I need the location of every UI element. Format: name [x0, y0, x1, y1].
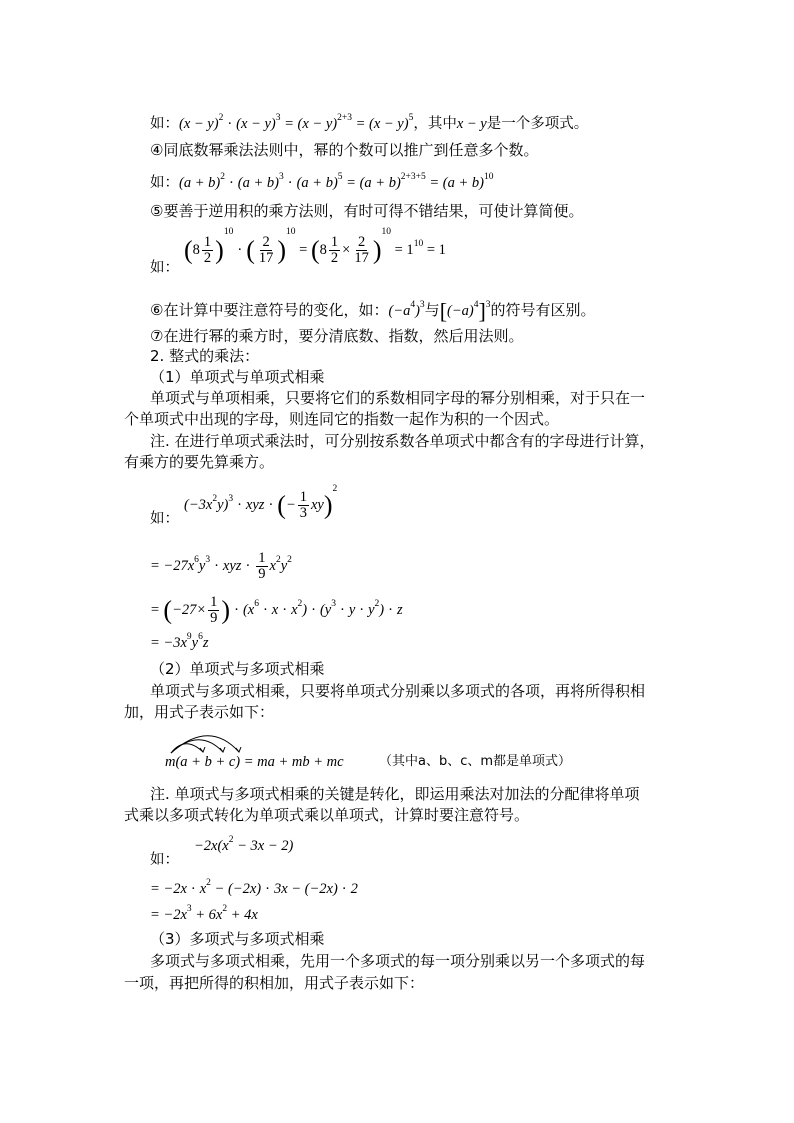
formula-neg-a-4-cubed: $[(-a)^4]^3$	[439, 298, 491, 324]
formula-m-a-b-c: m(a + b + c) = ma + mb + mc	[165, 754, 344, 770]
formula-ab-powers: $(a + b)^2 \cdot (a + b)^3 \cdot (a + b)^5 = (a + b)^{2+3+5} = (a + b)^{10}$	[179, 172, 494, 191]
formula-mono-poly-step-1: = $-2x \cdot x^2 - (-2x) \cdot 3x - (-2x) \cdot 2$	[150, 878, 358, 897]
rule-6: ⑥在计算中要注意符号的变化，如：$(-a^4)^3$与$[(-a)^4]^3$的符号有区别。	[150, 298, 596, 324]
section-heading-multiplication: 2. 整式的乘法：	[150, 347, 260, 365]
paragraph-poly-poly-line1: 多项式与多项式相乘，先用一个多项式的每一项分别乘以另一个多项式的每	[150, 952, 646, 970]
example-three-powers: 如：$(a + b)^2 \cdot (a + b)^3 \cdot (a + b)^5 = (a + b)^{2+3+5} = (a + b)^{10}$	[150, 172, 494, 191]
paragraph-poly-poly-line2: 一项，再把所得的积相加，用式子表示如下：	[124, 974, 425, 992]
subsection-heading-2: （2）单项式与多项式相乘	[150, 660, 325, 678]
subsection-heading-1: （1）单项式与单项式相乘	[150, 368, 325, 386]
subsection-heading-3: （3）多项式与多项式相乘	[150, 930, 325, 948]
label-for-example: 如：	[150, 116, 179, 132]
document-page: 如：$(x - y)^2 \cdot (x - y)^3 = (x - y)^{2+3} = (x - y)^5$，其中x − y是一个多项式。 ④同底数幂乘法法则中，幂的个数可以推广到任意多个数。 如：$(a + b)^2 \cdot (a + b)^3 \cdot (a + b)^5 = (a + b)^{2+3+5} = (a + b)^{10}$ ⑤要善于逆用积的乘方法则，有时可得不错结果，可使计算简便。 如： (8 $\frac{1}{2}$ )$^{10}$· ( $\frac{2}{17}$ )$^{10}$ = (8 $\frac{1}{2}$ × $\frac{2}{17}$ )$^{10} = 1^{10} = 1$ ⑥在计算中要注意符号的变化，如：$(-a^4)^3$与$[(-a)^4]^3$的符号有区别。 ⑦在进行幂的乘方时，要分清底数、指数，然后用法则。 2. 整式的乘法： （1）单项式与单项式相乘 单项式与单项相乘，只要将它们的系数相同字母的幂分别相乘，对于只在一 个单项式中出现的字母，则连同它的指数一起作为积的一个因式。 注. 在进行单项式乘法时，可分别按系数各单项式中都含有的字母进行计算， 有乘方的要先算乘方。 如： $(-3x^2y)^3$ · xyz · (− $\frac{1}{3}$ xy)$^2$ = $-27x^6y^3$ · xyz · $\frac{1}{9}$ $x^2y^2$ = (−27× $\frac{1}{9}$ ) · $(x^6 \cdot x \cdot x^2) \cdot (y^3 \cdot y \cdot y^2) \cdot z$ = $-3x^9y^6z$ （2）单项式与多项式相乘 单项式与多项式相乘，只要将单项式分别乘以多项式的各项，再将所得积相 加，用式子表示如下： m(a + b + c) = ma + mb + mc （其中a、b、c、m都是单项式） 注. 单项式与多项式相乘的关键是转化，即运用乘法对加法的分配律将单项 式乘以多项式转化为单项式乘以单项式，计算时要注意符号。 如： $-2x(x^2 - 3x - 2)$ = $-2x \cdot x^2 - (-2x) \cdot 3x - (-2x) \cdot 2$ = $-2x^3 + 6x^2 + 4x$ （3）多项式与多项式相乘 多项式与多项式相乘，先用一个多项式的每一项分别乘以另一个多项式的每 一项，再把所得的积相加，用式子表示如下：	[124, 113, 655, 992]
rule-4: ④同底数幂乘法法则中，幂的个数可以推广到任意多个数。	[150, 141, 539, 159]
paragraph-monomial-line1: 单项式与单项相乘，只要将它们的系数相同字母的幂分别相乘，对于只在一	[150, 389, 646, 407]
formula-xy-powers: $(x - y)^2 \cdot (x - y)^3 = (x - y)^{2+3} = (x - y)^5$	[179, 113, 414, 132]
formula-step-1: = $-27x^6y^3$ · xyz · $\frac{1}{9}$ $x^2y^2$	[150, 550, 292, 582]
formula-neg-a4-cubed: $(-a^4)^3$	[388, 300, 425, 319]
note-monomial-line1: 注. 在进行单项式乘法时，可分别按系数各单项式中都含有的字母进行计算，	[150, 432, 655, 450]
rule-5: ⑤要善于逆用积的乘方法则，有时可得不错结果，可使计算简便。	[150, 202, 584, 220]
paragraph-monomial-line2: 个单项式中出现的字母，则连同它的指数一起作为积的一个因式。	[124, 410, 560, 428]
formula-mono-poly-step-2: = $-2x^3 + 6x^2 + 4x$	[150, 904, 258, 923]
example-power-product: 如：$(x - y)^2 \cdot (x - y)^3 = (x - y)^{2+3} = (x - y)^5$，其中x − y是一个多项式。	[150, 113, 589, 132]
rule-7: ⑦在进行幂的乘方时，要分清底数、指数，然后用法则。	[150, 327, 524, 345]
formula-fraction-powers: (8 $\frac{1}{2}$ )$^{10}$· ( $\frac{2}{17}$ )$^{10}$ = (8 $\frac{1}{2}$ × $\frac{2}{17}$ )$^{10} = 1^{10} = 1$	[184, 227, 446, 267]
formula-step-2: = (−27× $\frac{1}{9}$ ) · $(x^6 \cdot x \cdot x^2) \cdot (y^3 \cdot y \cdot y^2) \cdot z$	[150, 594, 403, 626]
paragraph-mono-poly-line2: 加，用式子表示如下：	[124, 703, 275, 721]
note-mono-poly-line1: 注. 单项式与多项式相乘的关键是转化，即运用乘法对加法的分配律将单项	[150, 785, 640, 803]
formula-neg2x-poly: $-2x(x^2 - 3x - 2)$	[194, 835, 294, 854]
formula-monomial-product: $(-3x^2y)^3$ · xyz · (− $\frac{1}{3}$ xy)$^2$	[184, 484, 338, 522]
note-mono-poly-line2: 式乘以多项式转化为单项式乘以单项式，计算时要注意符号。	[124, 806, 530, 824]
formula-step-3: = $-3x^9y^6z$	[150, 632, 209, 651]
note-monomial-line2: 有乘方的要先算乘方。	[124, 453, 275, 471]
paragraph-mono-poly-line1: 单项式与多项式相乘，只要将单项式分别乘以多项式的各项，再将所得积相	[150, 682, 646, 700]
